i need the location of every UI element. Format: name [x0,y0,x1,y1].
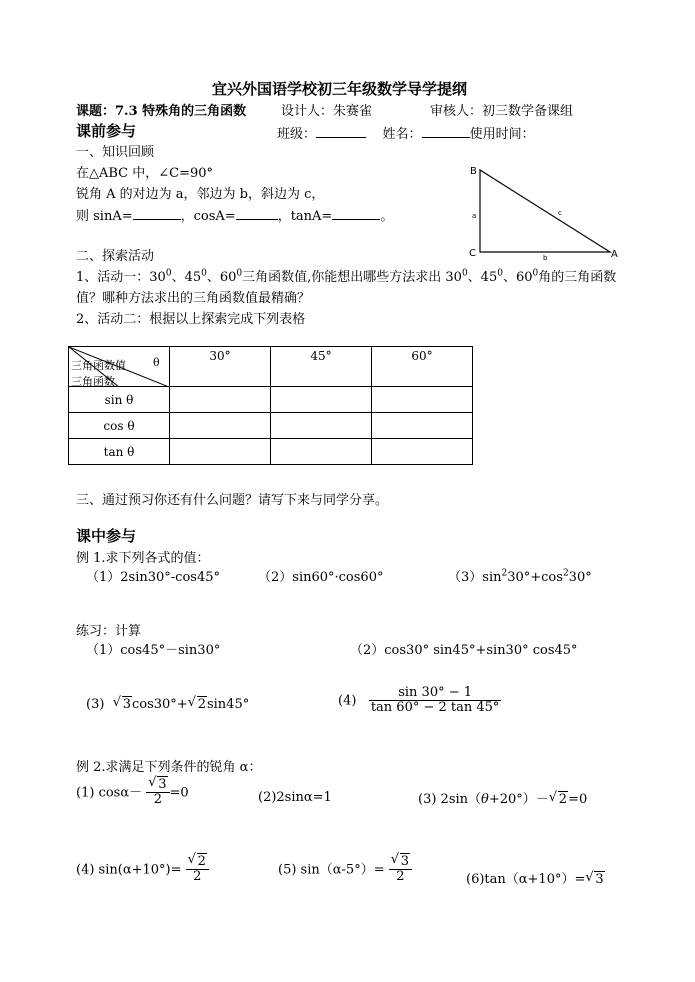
lesson-title: 课题：7.3 特殊角的三角函数 [76,104,247,119]
square-sup: 2 [501,568,508,579]
e6-label: (6)tan（α+10°）= [466,872,586,887]
e1-num [146,778,169,793]
knowledge-line3 [76,205,393,224]
right-triangle-diagram [465,160,625,262]
deg-sup: 0 [236,268,243,279]
col-header: 60° [372,347,473,387]
vertex-b: B [470,166,477,177]
sin-label: 则 sinA= [76,209,133,224]
table-cell[interactable] [271,387,372,413]
cos-blank[interactable] [236,207,278,220]
trig-table [68,346,473,465]
square-sup: 2 [562,568,569,579]
e4-num [186,855,209,870]
time-label: 使用时间： [469,127,535,142]
e4-den: 2 [193,869,202,885]
section-pre-class: 课前参与 [76,122,137,140]
example1: 例 1.求下列各式的值： [76,551,210,566]
corner-theta: θ [153,356,160,369]
name-blank[interactable] [422,125,470,138]
e4-label: (4) sin(α+10°)= [76,862,182,878]
practice-1: （1）cos45°－sin30° [86,643,221,658]
p3-label: (3) [86,697,105,712]
a1-text: 1、活动一：30 [76,270,166,285]
e3-theta: θ [481,792,489,807]
e2-item5 [278,855,412,885]
activity1-line2: 值？哪种方法求出的三角函数值最精确？ [76,291,311,306]
corner-bottom: 三角函数 [71,375,115,388]
a1-text: 、60 [206,270,237,285]
e5-fraction [389,855,412,885]
e2-item4 [76,855,209,885]
sqrt-3 [585,872,604,887]
ex1-item3 [448,566,592,585]
e5-label: (5) sin（α-5°）= [278,862,385,878]
class-blank[interactable] [316,125,366,138]
tan-blank[interactable] [332,207,380,220]
side-c: c [558,209,562,217]
radicand: 2 [558,792,568,807]
class-field [277,123,535,142]
ex1-item2: （2）sin60°·cos60° [258,570,384,585]
p4-numerator: sin 30° − 1 [369,686,502,701]
sqrt-2 [188,697,207,712]
ex1-3-text: 30°+cos [507,570,563,585]
e2-item2: (2)2sinα=1 [258,790,332,805]
col-header: 45° [271,347,372,387]
sqrt-3 [148,778,167,792]
sqrt-2 [549,792,568,807]
activity1 [76,266,616,285]
ex1-3-text: （3）sin [448,570,502,585]
practice-heading: 练习：计算 [76,624,142,639]
side-a: a [472,212,477,220]
p4-denominator: tan 60° − 2 tan 45° [370,700,500,716]
e3-end: =0 [568,792,588,807]
radicand: 3 [122,697,131,712]
page-title: 宜兴外国语学校初三年级数学导学提纲 [212,80,468,98]
a1-text: 角的三角函数 [538,270,617,285]
practice-2: （2）cos30° sin45°+sin30° cos45° [350,643,578,658]
p3-text: sin45° [206,697,250,712]
table-cell[interactable] [170,413,271,439]
section-in-class: 课中参与 [76,527,137,545]
table-cell[interactable] [271,439,372,465]
row-header: sin θ [69,387,170,413]
ex1-3-text: 30° [568,570,592,585]
corner-top: 三角函数值 [71,359,126,372]
e5-den: 2 [396,869,405,885]
col-header: 30° [170,347,271,387]
e2-item3 [418,788,587,807]
cos-label: ，cosA= [180,209,236,224]
deg-sup: 0 [461,268,468,279]
activity2: 2、活动二：根据以上探索完成下列表格 [76,312,306,327]
vertex-c: C [469,248,476,259]
table-cell[interactable] [372,387,473,413]
explore-heading: 二、探索活动 [76,249,155,264]
table-cell[interactable] [170,387,271,413]
e2-item1 [76,778,189,808]
e1-label: (1) cosα－ [76,785,143,801]
knowledge-heading: 一、知识回顾 [76,145,155,160]
a1-text: 、45 [171,270,202,285]
e2-item6 [466,868,605,887]
deg-sup: 0 [165,268,172,279]
table-cell[interactable] [271,413,372,439]
vertex-a: A [611,249,618,260]
radicand: 2 [197,854,206,869]
table-cell[interactable] [372,439,473,465]
ex1-item1: （1）2sin30°-cos45° [86,570,220,585]
corner-cell [69,347,170,387]
radicand: 3 [400,854,410,869]
radicand: 2 [197,697,206,712]
reviewer: 审核人：初三数学备课组 [430,104,574,119]
p4-fraction [369,686,502,716]
row-header: tan θ [69,439,170,465]
radicand: 3 [158,777,167,792]
deg-sup: 0 [201,268,207,279]
triangle-shape [480,170,610,252]
deg-sup: 0 [497,268,503,279]
table-cell[interactable] [372,413,473,439]
knowledge-line1: 在△ABC 中，∠C=90° [76,166,214,181]
example2: 例 2.求满足下列条件的锐角 α： [76,760,262,775]
side-b: b [543,254,548,262]
e1-fraction [146,778,169,808]
e5-num [389,855,412,870]
e3-mid: +20°）－ [488,792,549,807]
e4-fraction [186,855,209,885]
question3: 三、通过预习你还有什么问题？请写下来与同学分享。 [76,493,389,508]
row-header: cos θ [69,413,170,439]
period: 。 [380,209,394,224]
sin-blank[interactable] [133,207,181,220]
practice-3 [86,697,249,712]
e3-label: (3) 2sin（ [418,792,482,807]
e1-end: =0 [169,785,189,801]
sqrt-3 [391,855,410,869]
designer: 设计人：朱赛雀 [281,104,373,119]
class-label: 班级： [277,127,317,142]
practice-4 [338,686,501,716]
p4-label: (4) [338,693,357,709]
a1-text: 、45 [467,270,498,285]
table-cell[interactable] [170,439,271,465]
name-label: 姓名： [382,127,422,142]
tan-label: ，tanA= [277,209,333,224]
p3-text: cos30°+ [131,697,188,712]
sqrt-2 [188,855,207,869]
radicand: 3 [595,872,604,887]
knowledge-line2: 锐角 A 的对边为 a，邻边为 b，斜边为 c， [76,187,325,202]
e1-den: 2 [153,792,163,808]
deg-sup: 0 [532,268,539,279]
a1-text: 三角函数值,你能想出哪些方法求出 30 [242,270,462,285]
sqrt-3 [113,697,132,712]
a1-text: 、60 [502,270,533,285]
